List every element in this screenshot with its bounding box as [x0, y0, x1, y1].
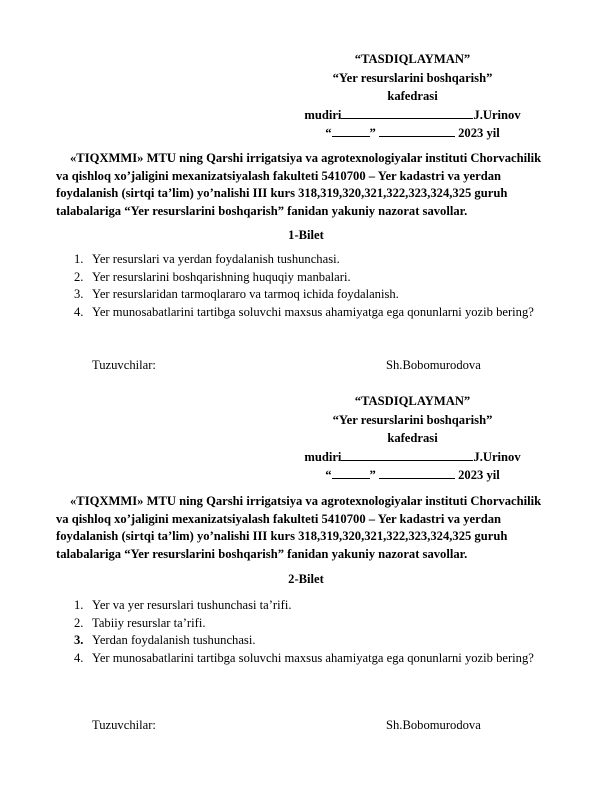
approval-block — [280, 392, 545, 485]
department-suffix: kafedrasi — [387, 89, 438, 103]
ticket-number: 1-Bilet — [288, 228, 324, 242]
month-underline — [379, 466, 455, 479]
list-item: 3. Yer resurslaridan tarmoqlararo va tarmoq ichida foydalanish. — [74, 287, 399, 302]
list-item: 2. Yer resurslarini boshqarishning huquqiy manbalari. — [74, 269, 351, 284]
month-underline — [379, 124, 455, 137]
approval-block — [280, 50, 545, 143]
list-item: 2. Tabiiy resurslar ta’rifi. — [74, 615, 206, 630]
head-name: J.Urinov — [473, 107, 521, 122]
compiler-name: Sh.Bobomurodova — [386, 358, 481, 372]
head-name: J.Urinov — [473, 449, 521, 464]
list-item: 1. Yer resurslari va yerdan foydalanish tushunchasi. — [74, 252, 340, 266]
date-line: “ ” 2023 yil — [325, 126, 500, 140]
head-signature-line: mudiri J.Urinov — [304, 449, 521, 464]
department-suffix: kafedrasi — [387, 431, 438, 445]
approval-title: “TASDIQLAYMAN” — [354, 52, 471, 66]
approval-title: “TASDIQLAYMAN” — [354, 394, 471, 408]
question-list — [74, 597, 544, 667]
list-item: 3. Yerdan foydalanish tushunchasi. — [74, 633, 256, 648]
compilers-label: Tuzuvchilar: — [92, 718, 156, 732]
intro-paragraph: «TIQXMMI» MTU ning Qarshi irrigatsiya va agrotexnologiyalar instituti Chorvachilik va qishloq xo’jaligini mexanizatsiyalash fakulteti 5410700 – Yer kadastri va yerdan foydalanish (sirtqi ta’lim) yo’nalishi III kurs 318,319,320,321,322,323,324,325 guruh talabalariga “Yer resurslarini boshqarish” fanidan yakuniy nazorat savollar. — [56, 494, 542, 561]
compiler-name: Sh.Bobomurodova — [386, 718, 481, 732]
department-name: “Yer resurslarini boshqarish” — [332, 70, 493, 85]
compilers-label: Tuzuvchilar: — [92, 358, 156, 372]
question-list — [74, 251, 544, 321]
list-item: 4. Yer munosabatlarini tartibga soluvchi maxsus ahamiyatga ega qonunlarni yozib bering? — [74, 650, 534, 665]
department-name: “Yer resurslarini boshqarish” — [332, 412, 493, 427]
day-underline — [332, 124, 370, 137]
day-underline — [332, 466, 370, 479]
list-item: 4. Yer munosabatlarini tartibga soluvchi maxsus ahamiyatga ega qonunlarni yozib bering? — [74, 304, 534, 319]
intro-paragraph: «TIQXMMI» MTU ning Qarshi irrigatsiya va agrotexnologiyalar instituti Chorvachilik va qishloq xo’jaligini mexanizatsiyalash fakulteti 5410700 – Yer kadastri va yerdan foydalanish (sirtqi ta’lim) yo’nalishi III kurs 318,319,320,321,322,323,324,325 guruh talabalariga “Yer resurslarini boshqarish” fanidan yakuniy nazorat savollar. — [56, 151, 542, 218]
date-line: “ ” 2023 yil — [325, 468, 500, 482]
head-signature-line: mudiri J.Urinov — [304, 107, 521, 122]
list-item: 1. Yer va yer resurslari tushunchasi ta’rifi. — [74, 598, 292, 612]
ticket-number: 2-Bilet — [288, 572, 324, 586]
signature-underline — [341, 106, 473, 119]
signature-underline — [341, 448, 473, 461]
